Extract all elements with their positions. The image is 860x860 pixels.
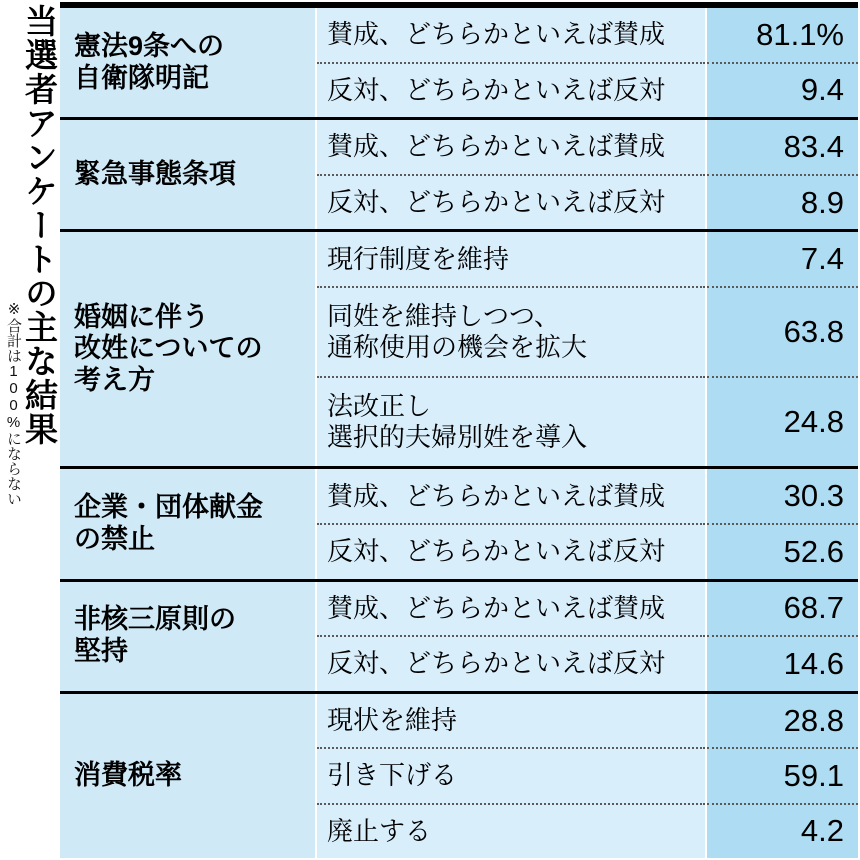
results-table	[60, 5, 858, 858]
table-row	[60, 119, 858, 175]
answer-value: 28.8	[706, 692, 858, 748]
table-row	[60, 580, 858, 636]
question-label: 緊急事態条項	[60, 119, 316, 231]
answer-option: 法改正し 選択的夫婦別姓を導入	[316, 377, 706, 468]
answer-option: 反対、どちらかといえば反対	[316, 636, 706, 692]
footnote: ※合計は100%にならない	[5, 300, 22, 506]
answer-option: 反対、どちらかといえば反対	[316, 524, 706, 580]
question-label: 企業・団体献金 の禁止	[60, 468, 316, 580]
answer-option: 反対、どちらかといえば反対	[316, 63, 706, 119]
answer-value: 7.4	[706, 231, 858, 287]
answer-value: 30.3	[706, 468, 858, 524]
page-title: 当選者アンケートの主な結果	[21, 4, 58, 446]
results-table-area	[60, 2, 858, 858]
answer-option: 現行制度を維持	[316, 231, 706, 287]
answer-value: 83.4	[706, 119, 858, 175]
answer-value: 24.8	[706, 377, 858, 468]
title-column	[0, 0, 58, 860]
answer-option: 賛成、どちらかといえば賛成	[316, 7, 706, 63]
question-label: 憲法9条への 自衛隊明記	[60, 7, 316, 119]
table-row	[60, 7, 858, 63]
answer-value: 63.8	[706, 287, 858, 377]
question-label: 非核三原則の 堅持	[60, 580, 316, 692]
question-label: 婚姻に伴う 改姓についての 考え方	[60, 231, 316, 468]
answer-value: 81.1%	[706, 7, 858, 63]
table-row	[60, 692, 858, 748]
answer-option: 反対、どちらかといえば反対	[316, 175, 706, 231]
answer-value: 68.7	[706, 580, 858, 636]
answer-option: 廃止する	[316, 804, 706, 858]
answer-value: 59.1	[706, 748, 858, 803]
answer-option: 賛成、どちらかといえば賛成	[316, 119, 706, 175]
answer-value: 8.9	[706, 175, 858, 231]
table-row	[60, 231, 858, 287]
answer-value: 9.4	[706, 63, 858, 119]
answer-value: 4.2	[706, 804, 858, 858]
answer-option: 賛成、どちらかといえば賛成	[316, 580, 706, 636]
answer-option: 賛成、どちらかといえば賛成	[316, 468, 706, 524]
question-label: 消費税率	[60, 692, 316, 858]
answer-value: 52.6	[706, 524, 858, 580]
answer-option: 引き下げる	[316, 748, 706, 803]
answer-option: 現状を維持	[316, 692, 706, 748]
answer-option: 同姓を維持しつつ、 通称使用の機会を拡大	[316, 287, 706, 377]
table-row	[60, 468, 858, 524]
answer-value: 14.6	[706, 636, 858, 692]
